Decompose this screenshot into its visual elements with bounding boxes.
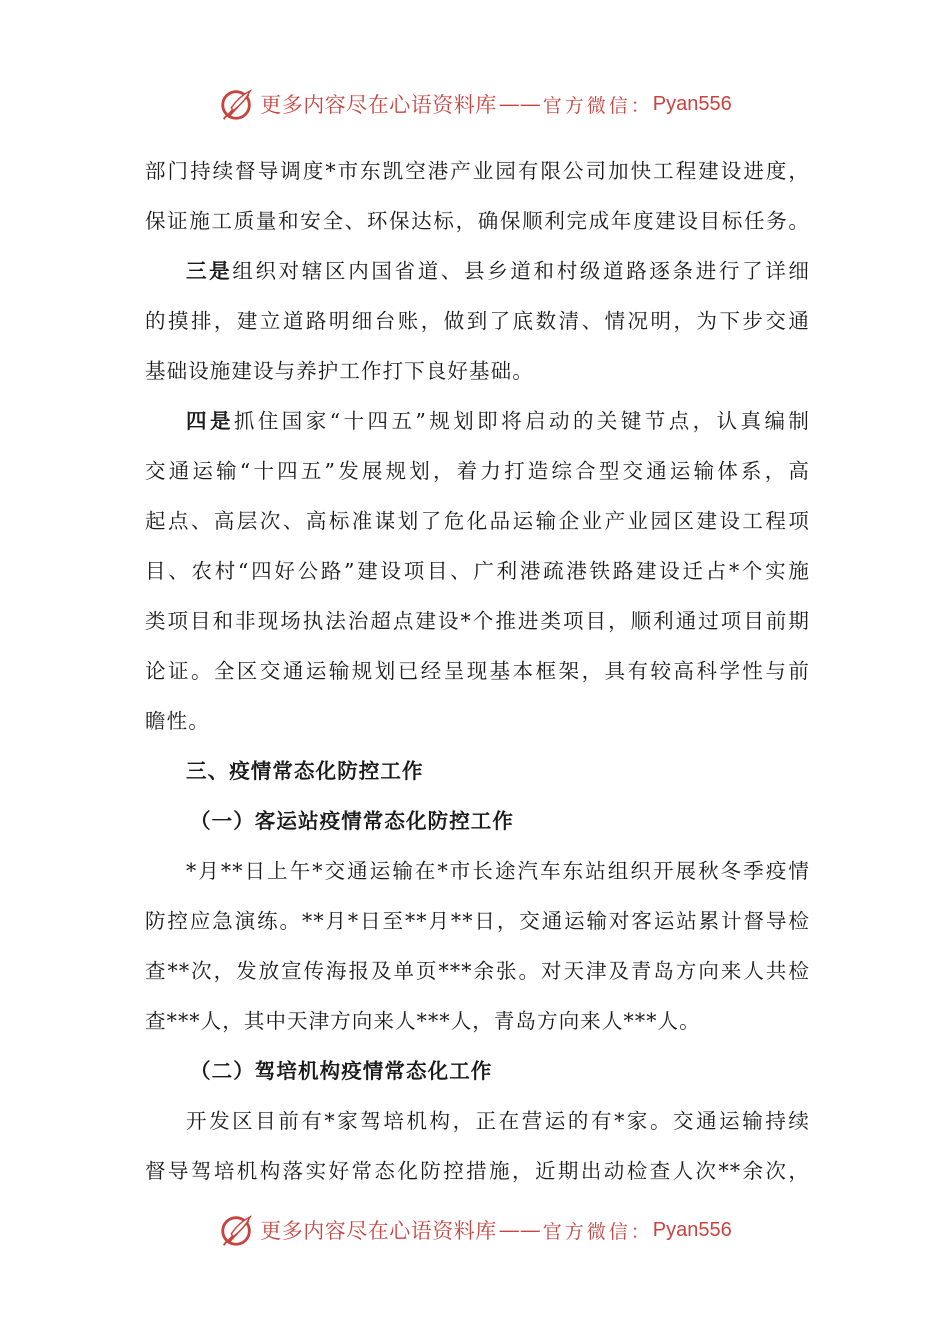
text-line: 基础设施建设与养护工作打下良好基础。 [145, 359, 534, 383]
subsection-heading: （一）客运站疫情常态化防控工作 [190, 809, 514, 833]
quill-logo-icon [218, 1211, 256, 1249]
banner-label: 官方微信： [542, 1220, 653, 1243]
text-line: 查**次，发放宣传海报及单页***余张。对天津及青岛方向来人共检 [145, 959, 810, 983]
text-line: 类项目和非现场执法治超点建设*个推进类项目，顺利通过项目前期 [145, 609, 810, 633]
lead-in-fourth: 四是 [186, 409, 234, 433]
text-line: 的摸排，建立道路明细台账，做到了底数清、情况明，为下步交通 [145, 309, 810, 333]
banner-text: 更多内容尽在心语资料库 [260, 1219, 497, 1243]
banner-text: 更多内容尽在心语资料库 [260, 93, 497, 117]
text-line: 保证施工质量和安全、环保达标，确保顺利完成年度建设目标任务。 [145, 209, 810, 233]
document-body [145, 146, 810, 1196]
text-line: 交通运输“十四五”发展规划，着力打造综合型交通运输体系，高 [145, 459, 810, 483]
text-line: 四是抓住国家“十四五”规划即将启动的关键节点，认真编制 [186, 409, 810, 433]
banner-wechat-id: Pyan556 [652, 92, 732, 115]
subsection-heading: （二）驾培机构疫情常态化工作 [190, 1059, 493, 1083]
text-line: 开发区目前有*家驾培机构，正在营运的有*家。交通运输持续 [186, 1109, 810, 1133]
text-line: 查***人，其中天津方向来人***人，青岛方向来人***人。 [145, 1009, 701, 1033]
lead-in-third: 三是 [186, 259, 233, 283]
banner-separator: —— [498, 92, 541, 116]
text-line: 防控应急演练。**月*日至**月**日，交通运输对客运站累计督导检 [145, 909, 810, 933]
text-line: 部门持续督导调度*市东凯空港产业园有限公司加快工程建设进度， [145, 159, 810, 183]
text-line: 瞻性。 [145, 709, 210, 733]
banner-wechat-id: Pyan556 [652, 1218, 732, 1241]
text-line: *月**日上午*交通运输在*市长途汽车东站组织开展秋冬季疫情 [186, 859, 810, 883]
banner-separator: —— [498, 1218, 541, 1242]
text-line: 督导驾培机构落实好常态化防控措施，近期出动检查人次**余次， [145, 1159, 810, 1183]
footer-banner [0, 1208, 950, 1252]
section-heading: 三、疫情常态化防控工作 [186, 759, 424, 783]
text-line: 起点、高层次、高标准谋划了危化品运输企业产业园区建设工程项 [145, 509, 810, 533]
banner-label: 官方微信： [542, 94, 653, 117]
text-line: 论证。全区交通运输规划已经呈现基本框架，具有较高科学性与前 [145, 659, 810, 683]
text-line: 三是组织对辖区内国省道、县乡道和村级道路逐条进行了详细 [186, 259, 811, 283]
text-line: 目、农村“四好公路”建设项目、广利港疏港铁路建设迁占*个实施 [145, 559, 810, 583]
quill-logo-icon [218, 85, 256, 123]
header-banner [0, 82, 950, 126]
